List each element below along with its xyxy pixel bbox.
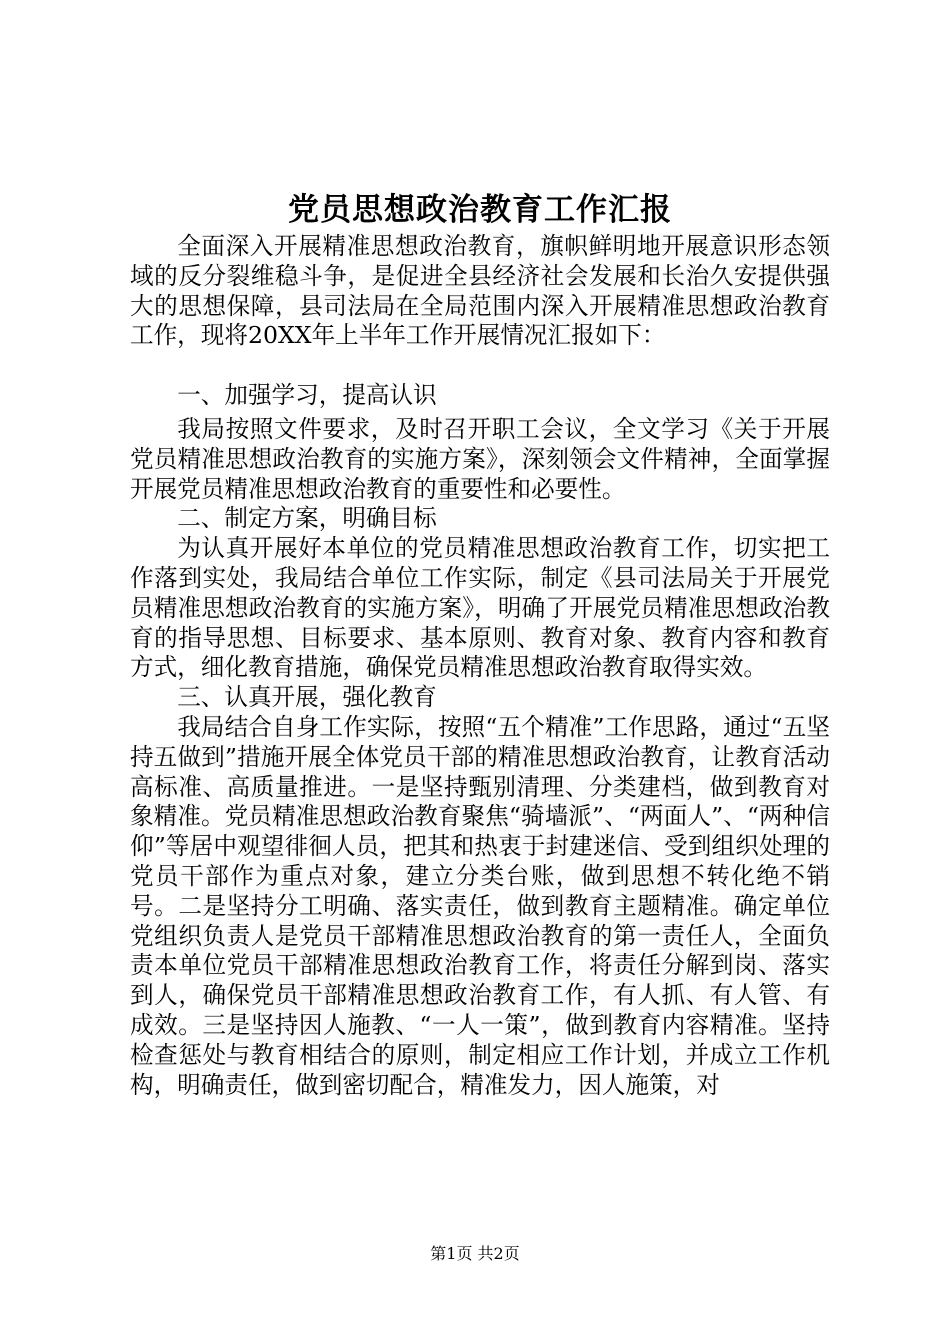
section-2-body: 为认真开展好本单位的党员精准思想政治教育工作，切实把工作落到实处，我局结合单位工作实际，制定《县司法局关于开展党员精准思想政治教育的实施方案》，明确了开展党员精准思想政治教育的指导思想、目标要求、基本原则、教育对象、教育内容和教育方式，细化教育措施，确保党员精准思想政治教育取得实效。 (130, 534, 830, 682)
section-1-body: 我局按照文件要求，及时召开职工会议，全文学习《关于开展党员精准思想政治教育的实施方案》，深刻领会文件精神，全面掌握开展党员精准思想政治教育的重要性和必要性。 (130, 414, 830, 503)
section-3-body: 我局结合自身工作实际，按照“五个精准”工作思路，通过“五坚持五做到”措施开展全体党员干部的精准思想政治教育，让教育活动高标准、高质量推进。一是坚持甄别清理、分类建档，做到教育对象精准。党员精准思想政治教育聚焦“骑墙派”、“两面人”、“两种信仰”等居中观望徘徊人员，把其和热衷于封建迷信、受到组织处理的党员干部作为重点对象，建立分类台账，做到思想不转化绝不销号。二是坚持分工明确、落实责任，做到教育主题精准。确定单位党组织负责人是党员干部精准思想政治教育的第一责任人，全面负责本单位党员干部精准思想政治教育工作，将责任分解到岗、落实到人，确保党员干部精准思想政治教育工作，有人抓、有人管、有成效。三是坚持因人施教、“一人一策”，做到教育内容精准。坚持检查惩处与教育相结合的原则，制定相应工作计划，并成立工作机构，明确责任，做到密切配合，精准发力，因人施策，对 (130, 712, 830, 1099)
document-title: 党员思想政治教育工作汇报 (288, 192, 672, 228)
document-page (130, 188, 830, 1100)
page-footer: 第1页 共2页 (430, 1244, 520, 1263)
intro-paragraph: 全面深入开展精准思想政治教育，旗帜鲜明地开展意识形态领域的反分裂维稳斗争，是促进全县经济社会发展和长治久安提供强大的思想保障，县司法局在全局范围内深入开展精准思想政治教育工作，现将20XX年上半年工作开展情况汇报如下： (130, 232, 830, 350)
section-3-heading: 三、认真开展，强化教育 (177, 683, 437, 712)
section-1-heading: 一、加强学习，提高认识 (177, 381, 437, 410)
section-2-heading: 二、制定方案，明确目标 (177, 504, 437, 533)
